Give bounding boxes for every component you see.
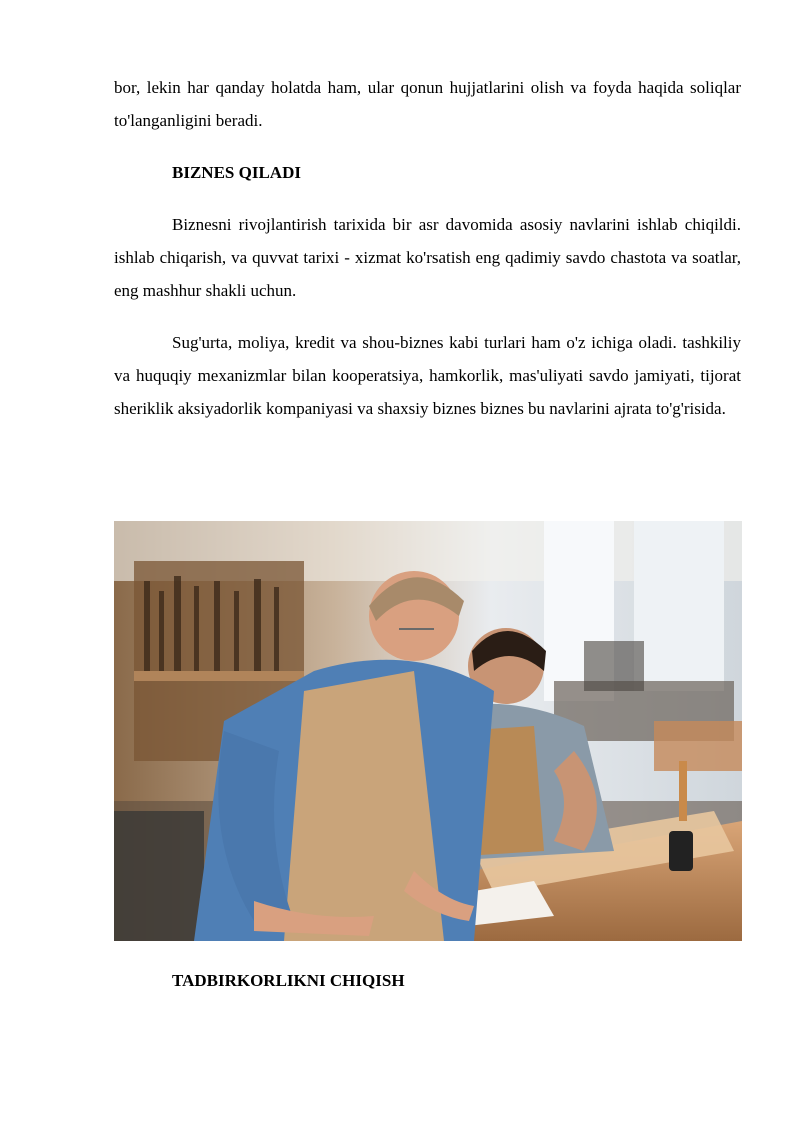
paragraph-types: Sug'urta, moliya, kredit va shou-biznes kabi turlari ham o'z ichiga oladi. tashkiliy va huquqiy mexanizmlar bilan kooperatsiya, hamkorlik, mas'uliyati savdo jamiyati, tijorat sheriklik aksiyadorlik kompaniyasi va shaxsiy biznes biznes bu navlarini ajrata to'g'risida. [114, 333, 741, 418]
paragraph-history: Biznesni rivojlantirish tarixida bir asr davomida asosiy navlarini ishlab chiqildi. ishlab chiqarish, va quvvat tarixi - xizmat ko'rsatish eng qadimiy savdo chastota va soatlar, eng mashhur shakli uchun. [114, 215, 741, 300]
section-heading-tadbirkorlik: TADBIRKORLIKNI CHIQISH [172, 971, 405, 990]
carpentry-workshop-photo [114, 521, 742, 941]
section-heading-biznes: BIZNES QILADI [172, 163, 301, 182]
paragraph-continued: bor, lekin har qanday holatda ham, ular qonun hujjatlarini olish va foyda haqida soliqlar to'langanligini beradi. [114, 78, 741, 130]
